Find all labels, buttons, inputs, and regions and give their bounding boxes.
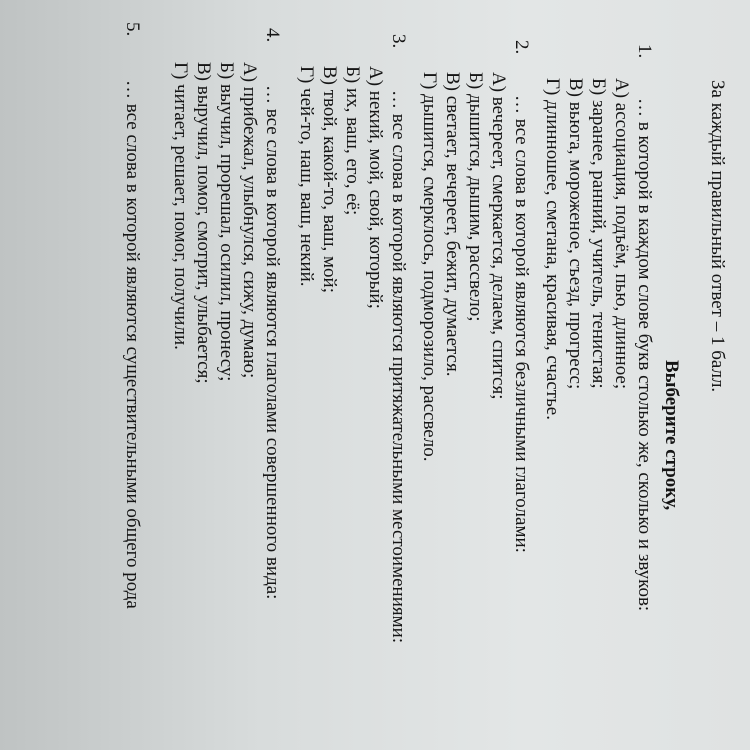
- question-prompt: … все слова в которой являются безличными глаголами:: [511, 95, 532, 553]
- question-number: 4.: [262, 28, 283, 43]
- question-prompt: … все слова в которой являются притяжательными местоимениями:: [388, 90, 409, 644]
- option-b: Б) выучил, прорешал, осилил, пронесу;: [216, 62, 237, 382]
- option-d: Г) читает, решает, помог, получили.: [170, 62, 191, 350]
- option-d: Г) длинношее, сметана, красивая, счастье.: [542, 78, 563, 420]
- option-a: А) вечереет, смеркается, делаем, спится;: [488, 72, 509, 400]
- option-b: Б) их, ваш, его, её;: [342, 66, 363, 216]
- option-c: В) твой, какой-то, ваш, мой;: [319, 66, 340, 294]
- question-prompt: … в которой в каждом слове букв столько же, сколько и звуков:: [634, 98, 655, 612]
- option-d: Г) дышится, смерклось, подморозило, рассвело.: [419, 72, 440, 462]
- question-prompt: … все слова в которой являются глаголами совершенного вида:: [262, 85, 283, 600]
- question-number: 3.: [388, 34, 409, 49]
- option-a: А) ассоциация, подъём, пью, длинное;: [611, 78, 632, 390]
- worksheet-page: [50, 0, 750, 750]
- score-note: За каждый правильный ответ – 1 балл.: [707, 80, 728, 393]
- option-a: А) некий, мой, свой, который;: [365, 66, 386, 309]
- option-c: В) светает, вечереет, бежит, думается.: [442, 72, 463, 377]
- option-c: В) вьюга, мороженое, съезд, прогресс;: [565, 78, 586, 390]
- question-number: 2.: [511, 40, 532, 55]
- question-number: 5.: [122, 22, 143, 37]
- question-prompt: … все слова в которой являются существительными общего рода: [122, 80, 143, 609]
- option-d: Г) чей-то, наш, ваш, некий.: [296, 66, 317, 287]
- instruction-heading: Выберите строку,: [661, 360, 682, 511]
- question-number: 1.: [634, 44, 655, 59]
- option-c: В) выручил, помог, смотрит, улыбается;: [193, 62, 214, 384]
- option-b: Б) дышится, дышим, рассвело;: [465, 72, 486, 322]
- option-b: Б) заранее, ранний, учитель, тенистая;: [588, 78, 609, 389]
- option-a: А) прибежал, улыбнулся, сижу, думаю;: [239, 62, 260, 379]
